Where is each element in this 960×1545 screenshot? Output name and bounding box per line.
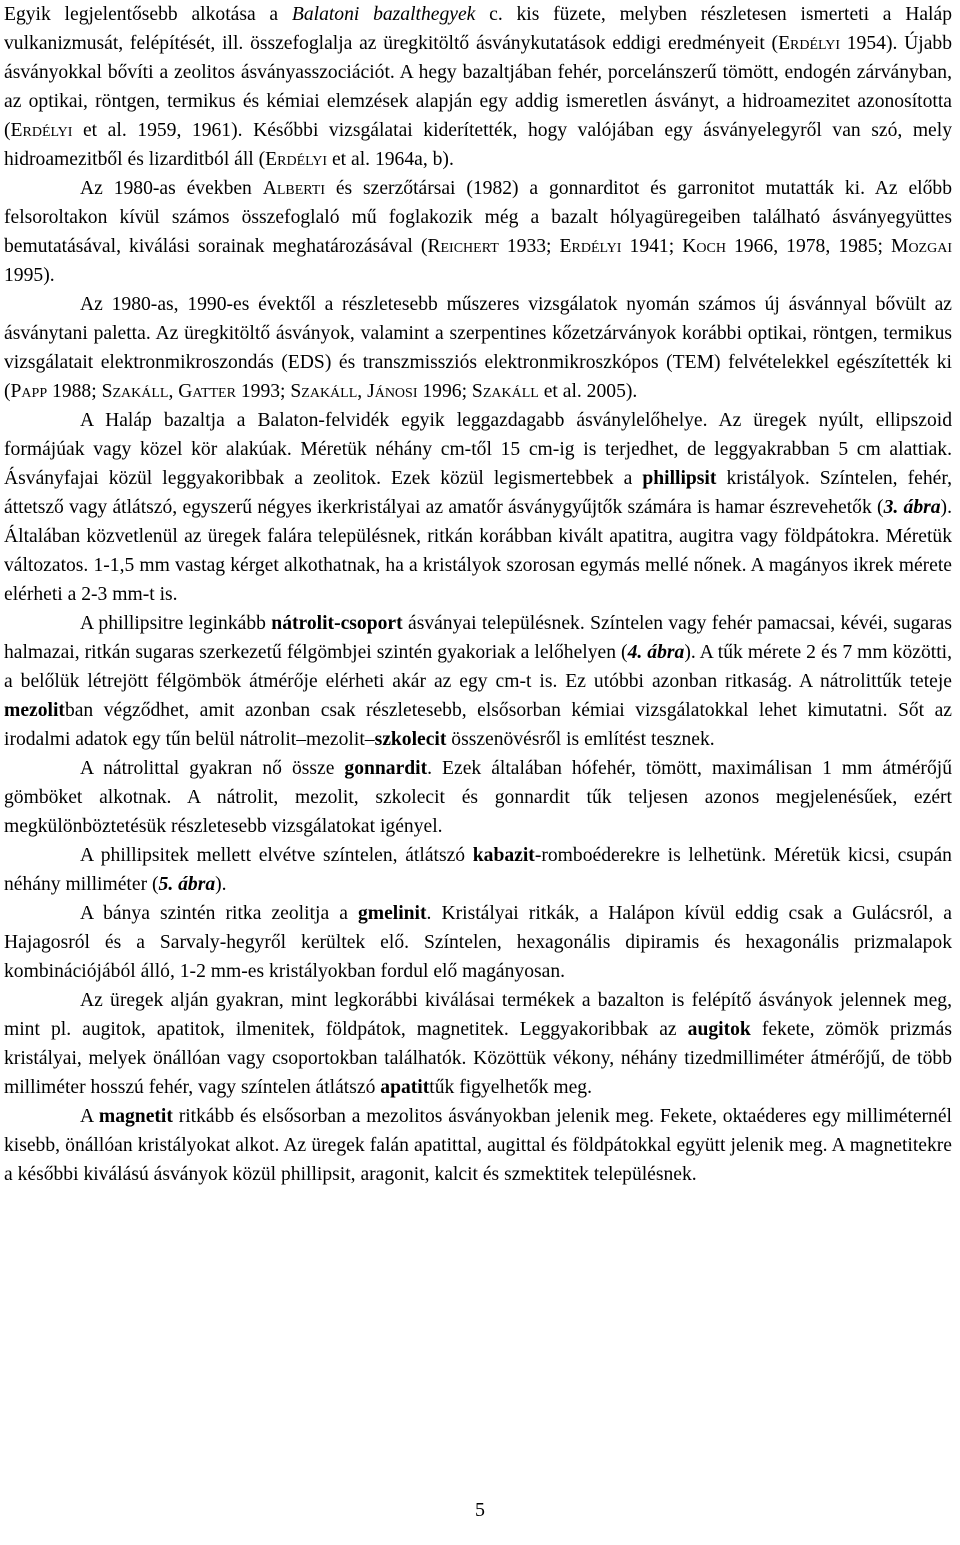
text-run: A Haláp bazaltja a Balaton-felvidék egyik leggazdagabb ásványlelőhelye. Az üregek nyúlt, ellipszoid formájúak vagy közel kör alakúak. Méretük néhány cm-től 15 cm-ig is terjedhet, de leggyakrabban 5 cm alattiak. Ásványfajai közül leggyakoribbak a zeolitok. Ezek közül legismertebbek a: [4, 410, 952, 489]
mineral-term: phillipsit: [642, 468, 717, 489]
body-text: [4, 0, 952, 1189]
text-run: . Kristályai ritkák, a Halápon kívül eddig csak a Gulácsról, a Hajagosról és a Sarvaly-hegyről kerültek elő. Színtelen, hexagonális dipiramis és hexagonális prizmalapok kombinációjából álló, 1-2 mm-es kristályokban fordul elő magányosan.: [4, 903, 952, 982]
mineral-term: kabazit: [472, 845, 535, 866]
mineral-term: gonnardit: [344, 758, 428, 779]
mineral-term: szkolecit: [374, 729, 447, 750]
text-run: -romboéderekre is lelhetünk. Méretük kicsi, csupán néhány milliméter (: [4, 845, 952, 895]
author-name: Mozgai: [891, 236, 952, 257]
paragraph: [4, 406, 952, 609]
figure-reference: 4. ábra: [627, 642, 685, 663]
text-run: ban végződhet, amit azonban csak részletesebb, elsősorban kémiai vizsgálatokkal lehet kimutatni. Sőt az irodalmi adatok egy tűn belül nátrolit–mezolit–: [4, 700, 952, 750]
paragraph: [4, 290, 952, 406]
text-run: Egyik legjelentősebb alkotása a: [4, 4, 292, 25]
text-run: A bánya szintén ritka zeolitja a: [80, 903, 358, 924]
mineral-term: nátrolit-csoport: [271, 613, 403, 634]
text-run: ).: [215, 874, 227, 895]
mineral-term: apatit: [380, 1077, 430, 1098]
text-run: fekete, zömök prizmás kristályai, melyek önállóan vagy csoportokban találhatók. Közöttük vékony, néhány tizedmilliméter átmérőjű, de több milliméter hosszú fehér, vagy színtelen átlátszó: [4, 1019, 952, 1098]
author-name: Erdélyi: [265, 149, 328, 170]
author-name: Papp: [10, 381, 48, 402]
figure-reference: 3. ábra: [883, 497, 941, 518]
paragraph: [4, 986, 952, 1102]
text-run: 1996;: [417, 381, 472, 402]
text-run: et al. 2005).: [538, 381, 638, 402]
text-run: kristályok. Színtelen, fehér, áttetsző vagy átlátszó, egyszerű négyes ikerkristályai az amatőr ásványgyűjtők számára is hamar észrevehetők (: [4, 468, 952, 518]
text-run: 1933;: [498, 236, 560, 257]
text-run: ,: [168, 381, 179, 402]
text-run: A phillipsitre leginkább: [80, 613, 272, 634]
author-name: Erdélyi: [778, 33, 840, 54]
author-name: Szakáll: [101, 381, 169, 402]
text-run: 1995).: [4, 265, 55, 286]
paragraph: [4, 609, 952, 754]
author-name: Reichert: [427, 236, 499, 257]
text-run: 1993;: [235, 381, 291, 402]
mineral-term: augitok: [687, 1019, 751, 1040]
text-run: 1941;: [621, 236, 683, 257]
figure-reference: 5. ábra: [158, 874, 216, 895]
text-run: . Ezek általában hófehér, tömött, maximálisan 1 mm átmérőjű gömböket alkotnak. A nátrolit, mezolit, szkolecit és gonnardit tűk teljesen azonos megjelenésűek, ezért megkülönböztetésük részletesebb vizsgálatokat igényel.: [4, 758, 952, 837]
text-run: 1988;: [47, 381, 102, 402]
text-run: et al. 1959, 1961). Későbbi vizsgálatai kiderítették, hogy valójában egy ásványelegyről van szó, mely hidroamezitből és lizarditból áll (: [4, 120, 952, 170]
text-run: A: [80, 1106, 99, 1127]
paragraph: [4, 841, 952, 899]
text-run: ). Általában közvetlenül az üregek falára településnek, ritkán korábban kivált apatitra, augitra vagy földpátokra. Méretük változatos. 1-1,5 mm vastag kérget alkothatnak, ha a kristályok szorosan egymás mellé nőnek. A magányos ikrek mérete elérheti a 2-3 mm-t is.: [4, 497, 952, 605]
text-run: és szerzőtársai (1982) a gonnarditot és garronitot mutatták ki. Az előbb felsoroltakon kívül számos összefoglaló mű foglakozik még a bazalt hólyagüregeiben található ásványegyüttes bemutatásával, kiválási sorainak meghatározásával (: [4, 178, 952, 257]
text-run: Az üregek alján gyakran, mint legkorábbi kiválásai termékek a bazalton is felépítő ásványok jelennek meg, mint pl. augitok, apatitok, ilmenitek, földpátok, magnetitek. Leggyakoribbak az: [4, 990, 952, 1040]
text-run: A nátrolittal gyakran nő össze: [80, 758, 345, 779]
author-name: Gatter: [178, 381, 236, 402]
paragraph: [4, 899, 952, 986]
text-run: Az 1980-as, 1990-es évektől a részletesebb műszeres vizsgálatok nyomán számos új ásvánnyal bővült az ásványtani paletta. Az üregkitöltő ásványok, valamint a szerpentines kőzetzárványok korábbi optikai, röntgen, termikus vizsgálatait elektronmikroszondás (EDS) és transzmissziós elektronmikroszkópos (TEM) felvételekkel egészítették ki (: [4, 294, 952, 402]
page-number: 5: [475, 1499, 485, 1521]
mineral-term: magnetit: [98, 1106, 173, 1127]
text-run: 1966, 1978, 1985;: [725, 236, 892, 257]
text-run: et al. 1964a, b).: [327, 149, 454, 170]
text-run: A phillipsitek mellett elvétve színtelen, átlátszó: [80, 845, 473, 866]
paragraph: [4, 174, 952, 290]
text-run: 1954). Újabb ásványokkal bővíti a zeolitos ásványasszociációt. A hegy bazaltjában fehér, porcelánszerű tömött, endogén zárványban, az optikai, röntgen, termikus és kémiai elemzések alapján egy addig ismeretlen ásványt, a hidroamezitet azonosította (: [4, 33, 953, 141]
paragraph: [4, 0, 952, 174]
mineral-term: gmelinit: [357, 903, 427, 924]
text-run: tűk figyelhetők meg.: [429, 1077, 592, 1098]
author-name: Jánosi: [367, 381, 418, 402]
mineral-term: mezolit: [4, 700, 65, 721]
author-name: Alberti: [262, 178, 326, 199]
text-run: c. kis füzete, melyben részletesen ismerteti a Haláp vulkanizmusát, felépítését, ill. összefoglalja az üregkitöltő ásványkutatások eddigi eredményeit (: [4, 4, 952, 54]
text-run: ). A tűk mérete 2 és 7 mm közötti, a belőlük létrejött félgömbök átmérője elérheti akár az egy cm-t is. Ez utóbbi azonban ritkaság. A nátrolittűk teteje: [4, 642, 952, 692]
text-run: Az 1980-as években: [80, 178, 263, 199]
author-name: Koch: [682, 236, 726, 257]
author-name: Erdélyi: [10, 120, 73, 141]
author-name: Szakáll: [471, 381, 539, 402]
paragraph: [4, 754, 952, 841]
author-name: Erdélyi: [559, 236, 622, 257]
work-title: Balatoni bazalthegyek: [291, 4, 476, 25]
text-run: ritkább és elsősorban a mezolitos ásványokban jelenik meg. Fekete, oktaéderes egy milliméternél kisebb, önállóan kristályokat alkot. Az üregek falán apatittal, augittal és földpátokkal együtt jelenik meg. A magnetitekre a későbbi kiválású ásványok közül phillipsit, aragonit, kalcit és szmektitek településnek.: [4, 1106, 952, 1185]
text-run: ,: [357, 381, 368, 402]
author-name: Szakáll: [290, 381, 358, 402]
text-run: ásványai településnek. Színtelen vagy fehér pamacsai, kévéi, sugaras halmazai, ritkán sugaras szerkezetű félgömbjei szintén gyakoriak a lelőhelyen (: [4, 613, 952, 663]
text-run: összenövésről is említést tesznek.: [446, 729, 715, 750]
paragraph: [4, 1102, 952, 1189]
